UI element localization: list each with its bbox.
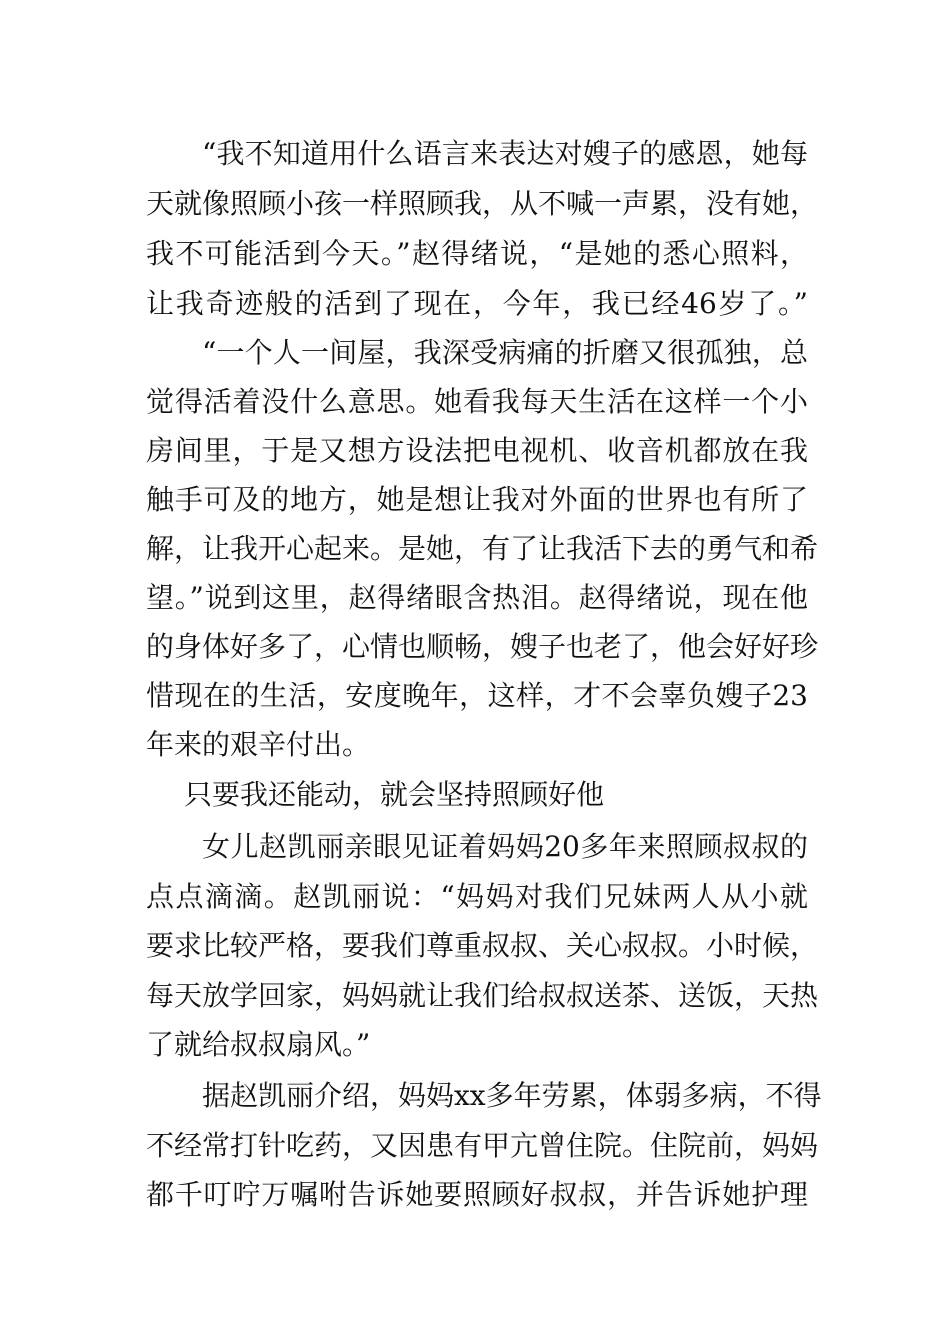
- text-line: 每天放学回家，妈妈就让我们给叔叔送茶、送饭，天热: [146, 979, 819, 1012]
- text-line: 不经常打针吃药，又因患有甲亢曾住院。住院前，妈妈: [146, 1129, 819, 1162]
- text-line: “我不知道用什么语言来表达对嫂子的感恩，她每: [202, 137, 808, 170]
- text-line: 女儿赵凯丽亲眼见证着妈妈20多年来照顾叔叔的: [202, 830, 808, 863]
- text-line: 天就像照顾小孩一样照顾我，从不喊一声累，没有她，: [146, 187, 819, 220]
- text-line: 要求比较严格，要我们尊重叔叔、关心叔叔。小时候，: [146, 929, 819, 962]
- text-line: “一个人一间屋，我深受病痛的折磨又很孤独，总: [202, 336, 808, 369]
- text-line: 解，让我开心起来。是她，有了让我活下去的勇气和希: [146, 532, 819, 565]
- text-line: 的身体好多了，心情也顺畅，嫂子也老了，他会好好珍: [146, 630, 819, 663]
- text-line: 触手可及的地方，她是想让我对外面的世界也有所了: [146, 483, 808, 516]
- text-line: 让我奇迹般的活到了现在，今年，我已经46岁了。”: [146, 287, 808, 320]
- text-line: 房间里，于是又想方设法把电视机、收音机都放在我: [146, 434, 808, 467]
- text-line: 了就给叔叔扇风。”: [146, 1028, 371, 1061]
- text-line: 惜现在的生活，安度晚年，这样，才不会辜负嫂子23: [146, 679, 808, 712]
- text-line: 我不可能活到今天。”赵得绪说，“是她的悉心照料，: [146, 237, 808, 270]
- text-line: 觉得活着没什么意思。她看我每天生活在这样一个小: [146, 385, 808, 418]
- section-heading: 只要我还能动，就会坚持照顾好他: [184, 778, 605, 811]
- text-line: 望。”说到这里，赵得绪眼含热泪。赵得绪说，现在他: [146, 581, 808, 614]
- text-line: 年来的艰辛付出。: [146, 728, 371, 761]
- text-line: 据赵凯丽介绍，妈妈xx多年劳累，体弱多病，不得: [202, 1079, 822, 1112]
- text-line: 都千叮咛万嘱咐告诉她要照顾好叔叔，并告诉她护理: [146, 1178, 808, 1211]
- document-page: [146, 0, 822, 1344]
- text-line: 点点滴滴。赵凯丽说：“妈妈对我们兄妹两人从小就: [146, 880, 808, 913]
